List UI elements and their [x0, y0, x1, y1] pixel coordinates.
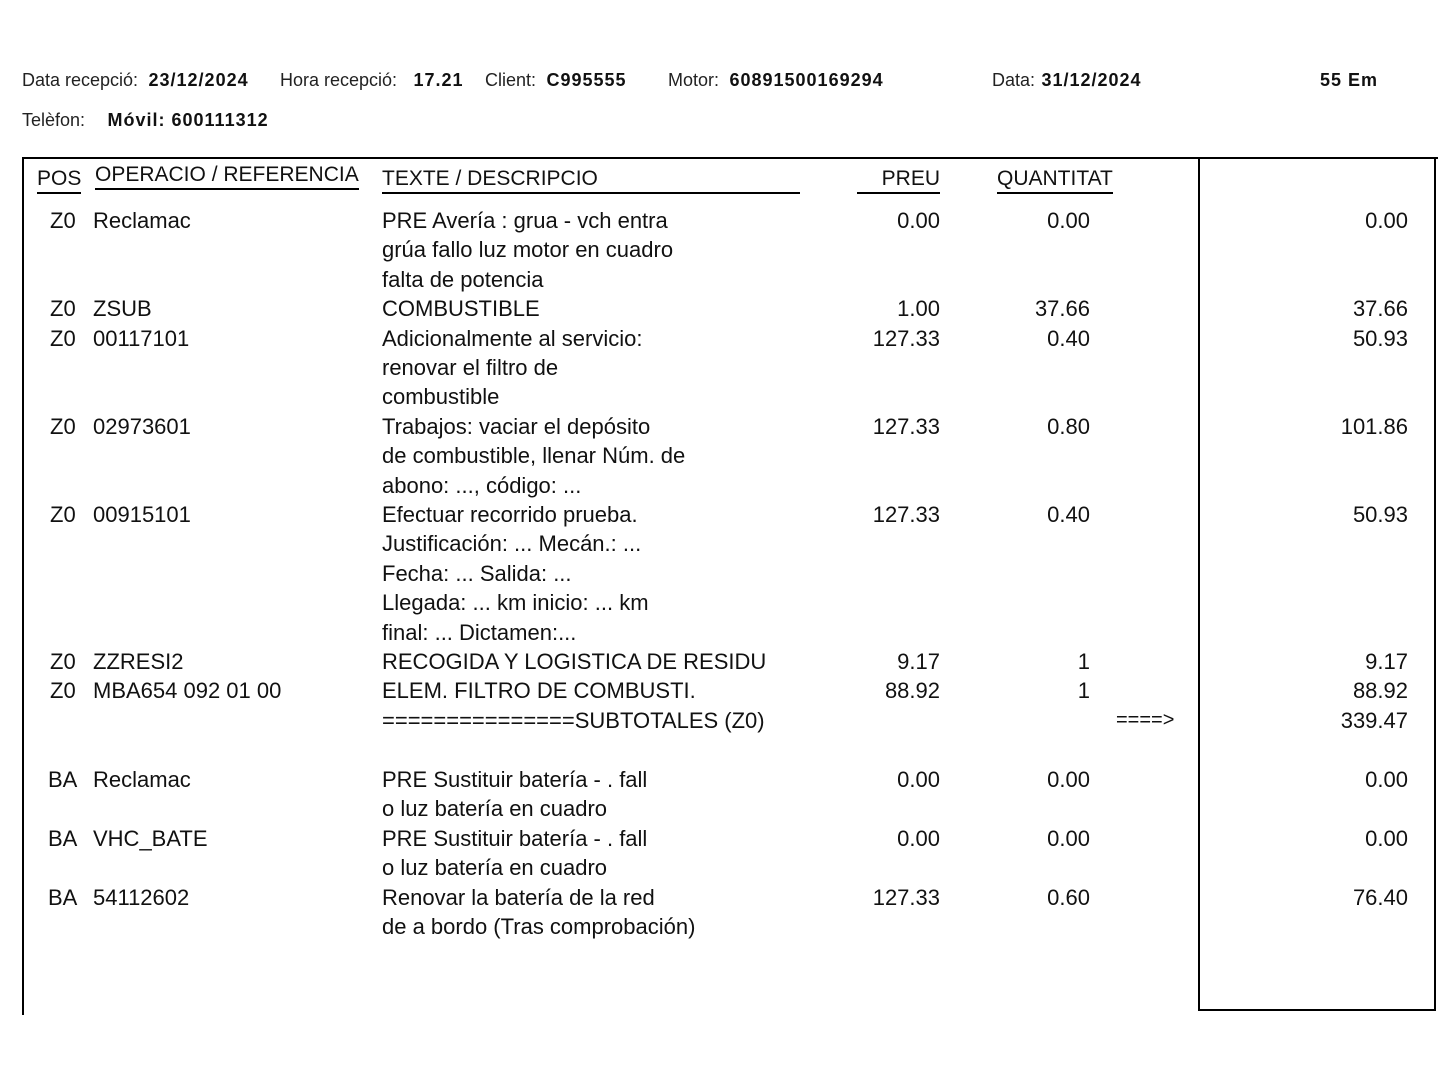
row-total: 50.93 — [1352, 502, 1408, 527]
row-preu: 127.33 — [872, 502, 940, 527]
row-description-line: Llegada: ... km inicio: ... km — [382, 590, 649, 616]
row-pos: BA — [48, 825, 78, 851]
row-reference: 54112602 — [93, 884, 190, 910]
telefon-label: Telèfon: — [22, 110, 86, 130]
motor-value: 60891500169294 — [729, 70, 884, 90]
row-pos: BA — [48, 884, 78, 910]
row-total: 0.00 — [1365, 825, 1408, 851]
row-quantitat: 0.40 — [1047, 502, 1090, 527]
row-pos: Z0 — [50, 413, 76, 439]
row-quantitat: 0.40 — [1047, 325, 1090, 351]
row-description-line: Fecha: ... Salida: ... — [382, 560, 572, 586]
row-preu: 9.17 — [897, 649, 940, 674]
client-value: C995555 — [546, 70, 627, 90]
row-description-line: Renovar la batería de la red — [382, 884, 655, 910]
data-label: Data: — [992, 70, 1036, 90]
row-quantitat: 37.66 — [1034, 296, 1090, 322]
hora-recepcio-value: 17.21 — [413, 70, 464, 90]
row-description-line: grúa fallo luz motor en cuadro — [382, 237, 674, 263]
row-description-line: abono: ..., código: ... — [382, 472, 582, 498]
row-quantitat: 0.80 — [1047, 413, 1090, 439]
row-pos: Z0 — [50, 325, 76, 351]
row-total: 101.86 — [1340, 413, 1408, 439]
row-preu: 0.00 — [897, 825, 940, 851]
row-reference: Reclamac — [93, 208, 191, 233]
doc-code — [1320, 70, 1378, 91]
data-recepcio-label: Data recepció: — [22, 70, 139, 90]
client-label: Client: — [485, 70, 537, 90]
row-preu: 0.00 — [897, 208, 940, 233]
row-description-line: PRE Avería : grua - vch entra — [382, 208, 668, 233]
row-quantitat: 0.60 — [1047, 884, 1090, 910]
row-pos: Z0 — [50, 502, 76, 527]
row-reference: 00915101 — [93, 502, 191, 527]
data-value: 31/12/2024 — [1041, 70, 1142, 90]
col-header-preu: PREU — [857, 166, 940, 194]
row-description-line: COMBUSTIBLE — [382, 296, 540, 322]
hora-recepcio-label: Hora recepció: — [280, 70, 398, 90]
subtotal-arrow: ====> — [1116, 709, 1175, 731]
telefon — [22, 110, 269, 131]
row-preu: 0.00 — [897, 767, 940, 792]
col-header-pos: POS — [37, 166, 81, 194]
telefon-value: Móvil: 600111312 — [107, 110, 269, 130]
row-reference: VHC_BATE — [93, 825, 208, 851]
row-reference: 00117101 — [93, 325, 190, 351]
row-quantitat: 0.00 — [1047, 208, 1090, 233]
row-total: 0.00 — [1365, 208, 1408, 233]
row-pos: Z0 — [50, 649, 76, 674]
row-pos: Z0 — [50, 678, 76, 704]
row-reference: Reclamac — [93, 767, 191, 792]
row-preu: 88.92 — [884, 678, 940, 704]
row-description-line: de a bordo (Tras comprobación) — [382, 914, 696, 939]
row-reference: MBA654 092 01 00 — [93, 678, 282, 704]
col-header-operacio: OPERACIO / REFERENCIA — [95, 162, 359, 190]
row-description-line: PRE Sustituir batería - . fall — [382, 825, 648, 851]
row-total: 88.92 — [1352, 678, 1408, 704]
row-reference: ZSUB — [93, 296, 152, 322]
col-header-texte: TEXTE / DESCRIPCIO — [382, 166, 800, 194]
row-preu: 127.33 — [872, 884, 940, 910]
subtotal-value: 339.47 — [1340, 708, 1408, 733]
row-description-line: falta de potencia — [382, 266, 544, 292]
doc-code-value: 55 Em — [1320, 70, 1379, 90]
row-preu: 1.00 — [897, 296, 940, 322]
row-quantitat: 1 — [1077, 649, 1090, 674]
row-quantitat: 1 — [1077, 678, 1090, 704]
row-total: 9.17 — [1365, 649, 1408, 674]
row-total: 0.00 — [1365, 767, 1408, 792]
row-description-line: RECOGIDA Y LOGISTICA DE RESIDU — [382, 649, 767, 674]
data — [992, 70, 1142, 91]
row-description-line: renovar el filtro de — [382, 355, 559, 380]
row-description-line: de combustible, llenar Núm. de — [382, 443, 686, 469]
motor — [668, 70, 884, 91]
row-quantitat: 0.00 — [1047, 825, 1090, 851]
row-total: 76.40 — [1352, 884, 1408, 910]
row-pos: Z0 — [50, 208, 76, 233]
row-reference: 02973601 — [93, 413, 191, 439]
data-recepcio-value: 23/12/2024 — [148, 70, 249, 90]
row-pos: BA — [48, 767, 78, 792]
row-pos: Z0 — [50, 296, 76, 322]
row-quantitat: 0.00 — [1047, 767, 1090, 792]
row-reference: ZZRESI2 — [93, 649, 184, 674]
row-preu: 127.33 — [872, 325, 940, 351]
client — [485, 70, 627, 91]
row-description-line: Trabajos: vaciar el depósito — [382, 413, 651, 439]
row-description-line: Adicionalmente al servicio: — [382, 325, 643, 351]
row-description-line: PRE Sustituir batería - . fall — [382, 767, 648, 792]
row-description-line: o luz batería en cuadro — [382, 796, 608, 822]
col-header-quantitat: QUANTITAT — [997, 166, 1113, 194]
row-description-line: ELEM. FILTRO DE COMBUSTI. — [382, 678, 696, 704]
row-total: 50.93 — [1352, 325, 1408, 351]
row-description-line: final: ... Dictamen:... — [382, 619, 577, 645]
row-description-line: Efectuar recorrido prueba. — [382, 502, 638, 527]
header-line-1 — [22, 70, 249, 91]
row-preu: 127.33 — [872, 413, 940, 439]
row-description-line: Justificación: ... Mecán.: ... — [382, 531, 642, 557]
motor-label: Motor: — [668, 70, 720, 90]
row-description-line: o luz batería en cuadro — [382, 855, 608, 881]
table-left-border — [22, 157, 24, 1015]
hora-recepcio — [280, 70, 464, 91]
subtotal-label: ===============SUBTOTALES (Z0) — [382, 708, 765, 733]
row-total: 37.66 — [1352, 296, 1408, 322]
row-description-line: combustible — [382, 384, 500, 410]
